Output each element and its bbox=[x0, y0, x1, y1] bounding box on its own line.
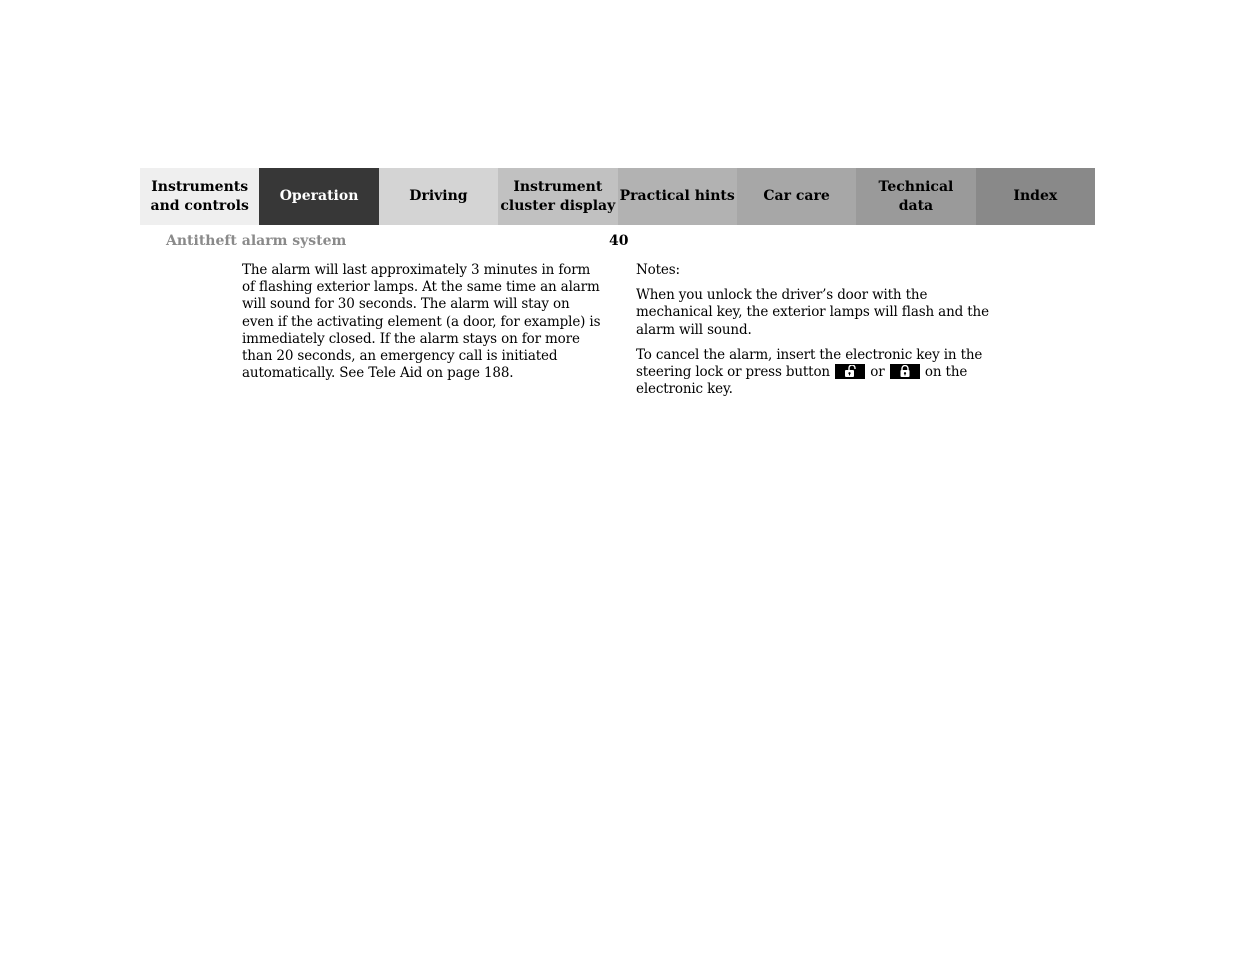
chapter-tabs bbox=[140, 168, 1095, 225]
left-column bbox=[242, 262, 604, 390]
right-column bbox=[636, 262, 998, 406]
note-cancel-alarm bbox=[636, 347, 998, 399]
tab-car-care[interactable]: Car care bbox=[737, 168, 856, 225]
notes-heading: Notes: bbox=[636, 262, 680, 278]
alarm-duration-paragraph: The alarm will last approximately 3 minutes in form of flashing exterior lamps. At the same time an alarm will sound for 30 seconds. The alarm will stay on even if the activating element (a door, for example) is immediately closed. If the alarm stays on for more than 20 seconds, an emergency call is initiated automatically. See Tele Aid on page 188. bbox=[242, 262, 601, 382]
tab-practical-hints[interactable]: Practical hints bbox=[618, 168, 737, 225]
note-cancel-text-after: on the electronic key. bbox=[636, 364, 968, 398]
tab-driving[interactable]: Driving bbox=[379, 168, 498, 225]
note-cancel-text-before: To cancel the alarm, insert the electronic key in the steering lock or press button bbox=[636, 346, 983, 381]
tab-operation[interactable]: Operation bbox=[259, 168, 378, 225]
tab-technical-data[interactable]: Technical data bbox=[856, 168, 975, 225]
tab-index[interactable]: Index bbox=[976, 168, 1095, 225]
tab-instrument-cluster-display[interactable]: Instrument cluster display bbox=[498, 168, 617, 225]
note-cancel-text-or: or bbox=[870, 364, 885, 381]
note-mechanical-key: When you unlock the driver’s door with the mechanical key, the exterior lamps will flash and the alarm will sound. bbox=[636, 287, 989, 338]
unlock-icon bbox=[835, 364, 865, 379]
page-number: 40 bbox=[609, 233, 629, 249]
lock-icon bbox=[890, 364, 920, 379]
tab-instruments-and-controls[interactable]: Instruments and controls bbox=[140, 168, 259, 225]
section-title: Antitheft alarm system bbox=[166, 233, 347, 249]
